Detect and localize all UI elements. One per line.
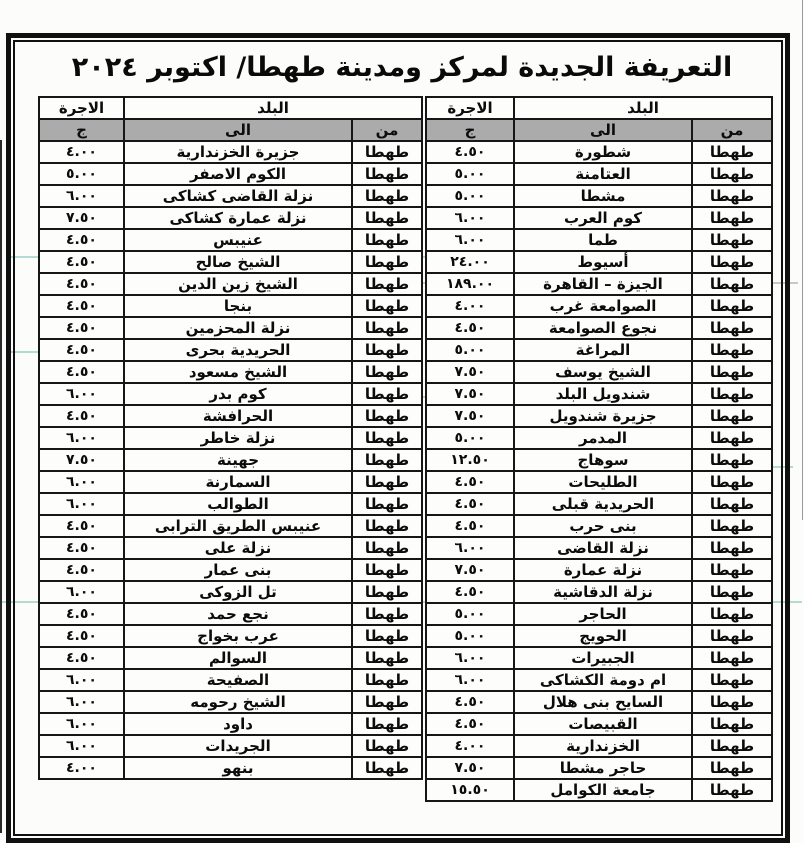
fare-table-row xyxy=(39,713,422,735)
fare-cell: ٤.٥٠ xyxy=(39,361,124,383)
fare-cell: ٤.٠٠ xyxy=(426,735,514,757)
fare-table-row xyxy=(426,713,772,735)
origin-cell: طهطا xyxy=(692,625,772,647)
fare-cell: ٤.٠٠ xyxy=(426,295,514,317)
fare-cell: ٤.٥٠ xyxy=(39,647,124,669)
destination-cell: الشيخ مسعود xyxy=(124,361,352,383)
fare-cell: ٦.٠٠ xyxy=(39,383,124,405)
fare-table-row xyxy=(426,471,772,493)
fare-cell: ٤.٥٠ xyxy=(39,229,124,251)
destination-cell: السمارنة xyxy=(124,471,352,493)
destination-cell: جامعة الكوامل xyxy=(514,779,692,801)
fare-cell: ٥.٠٠ xyxy=(39,163,124,185)
header-fare: الاجرة xyxy=(426,97,514,119)
origin-cell: طهطا xyxy=(692,207,772,229)
fare-table-row xyxy=(426,779,772,801)
destination-cell: نجوع الصوامعة xyxy=(514,317,692,339)
destination-cell: أسيوط xyxy=(514,251,692,273)
fare-cell: ١٨٩.٠٠ xyxy=(426,273,514,295)
fare-cell: ٦.٠٠ xyxy=(39,669,124,691)
fare-table-left xyxy=(38,96,423,780)
fare-cell: ٦.٠٠ xyxy=(39,713,124,735)
origin-cell: طهطا xyxy=(352,515,422,537)
fare-cell: ٤.٥٠ xyxy=(426,141,514,163)
origin-cell: طهطا xyxy=(692,735,772,757)
destination-cell: الحويج xyxy=(514,625,692,647)
fare-table-row xyxy=(426,515,772,537)
fare-table-row xyxy=(426,735,772,757)
origin-cell: طهطا xyxy=(692,141,772,163)
fare-table-row xyxy=(426,581,772,603)
origin-cell: طهطا xyxy=(692,669,772,691)
origin-cell: طهطا xyxy=(692,515,772,537)
fare-cell: ٤.٥٠ xyxy=(426,317,514,339)
fare-table-row xyxy=(39,361,422,383)
fare-table-row xyxy=(426,669,772,691)
fare-cell: ٥.٠٠ xyxy=(426,163,514,185)
fare-cell: ٤.٥٠ xyxy=(39,515,124,537)
origin-cell: طهطا xyxy=(692,757,772,779)
fare-cell: ١٢.٥٠ xyxy=(426,449,514,471)
fare-table-row xyxy=(39,757,422,779)
origin-cell: طهطا xyxy=(352,185,422,207)
fare-cell: ٧.٥٠ xyxy=(426,383,514,405)
origin-cell: طهطا xyxy=(352,603,422,625)
fare-cell: ٦.٠٠ xyxy=(426,647,514,669)
fare-cell: ٦.٠٠ xyxy=(426,207,514,229)
fare-table-row xyxy=(426,647,772,669)
header-from: من xyxy=(692,119,772,141)
destination-cell: نجع حمد xyxy=(124,603,352,625)
fare-cell: ٧.٥٠ xyxy=(426,405,514,427)
destination-cell: الطوالب xyxy=(124,493,352,515)
header-row-groups xyxy=(39,97,422,119)
destination-cell: الجريدات xyxy=(124,735,352,757)
destination-cell: شندويل البلد xyxy=(514,383,692,405)
fare-table-left-body xyxy=(39,141,422,779)
destination-cell: نزلة القاضى كشاكى xyxy=(124,185,352,207)
origin-cell: طهطا xyxy=(692,581,772,603)
fare-table-row xyxy=(426,603,772,625)
destination-cell: العتامنة xyxy=(514,163,692,185)
fare-cell: ٦.٠٠ xyxy=(39,471,124,493)
origin-cell: طهطا xyxy=(692,691,772,713)
fare-table-row xyxy=(426,405,772,427)
origin-cell: طهطا xyxy=(352,449,422,471)
origin-cell: طهطا xyxy=(692,647,772,669)
destination-cell: السايح بنى هلال xyxy=(514,691,692,713)
origin-cell: طهطا xyxy=(352,207,422,229)
header-currency: ج xyxy=(39,119,124,141)
header-country: البلد xyxy=(514,97,772,119)
scan-edge-line xyxy=(0,140,2,833)
fare-table-row xyxy=(426,537,772,559)
destination-cell: حاجر مشطا xyxy=(514,757,692,779)
origin-cell: طهطا xyxy=(692,295,772,317)
fare-cell: ٥.٠٠ xyxy=(426,339,514,361)
fare-cell: ٧.٥٠ xyxy=(39,449,124,471)
fare-table-row xyxy=(426,141,772,163)
origin-cell: طهطا xyxy=(692,427,772,449)
origin-cell: طهطا xyxy=(692,449,772,471)
fare-table-row xyxy=(39,207,422,229)
fare-table-row xyxy=(39,471,422,493)
fare-table-row xyxy=(39,405,422,427)
fare-cell: ٦.٠٠ xyxy=(39,691,124,713)
origin-cell: طهطا xyxy=(692,163,772,185)
fare-cell: ٤.٥٠ xyxy=(426,691,514,713)
origin-cell: طهطا xyxy=(692,317,772,339)
destination-cell: الحرافشة xyxy=(124,405,352,427)
destination-cell: الحاجر xyxy=(514,603,692,625)
fare-table-row xyxy=(39,515,422,537)
origin-cell: طهطا xyxy=(352,383,422,405)
destination-cell: داود xyxy=(124,713,352,735)
origin-cell: طهطا xyxy=(692,493,772,515)
fare-table-row xyxy=(39,647,422,669)
destination-cell: الطليحات xyxy=(514,471,692,493)
fare-cell: ٤.٥٠ xyxy=(426,471,514,493)
origin-cell: طهطا xyxy=(352,669,422,691)
fare-cell: ٢٤.٠٠ xyxy=(426,251,514,273)
destination-cell: تل الزوكى xyxy=(124,581,352,603)
fare-cell: ٧.٥٠ xyxy=(39,207,124,229)
fare-table-row xyxy=(426,559,772,581)
fare-cell: ٤.٥٠ xyxy=(39,317,124,339)
destination-cell: المدمر xyxy=(514,427,692,449)
origin-cell: طهطا xyxy=(352,713,422,735)
fare-table-row xyxy=(426,317,772,339)
fare-table-row xyxy=(426,185,772,207)
origin-cell: طهطا xyxy=(352,251,422,273)
fare-table-row xyxy=(426,691,772,713)
fare-table-row xyxy=(39,273,422,295)
fare-table-row xyxy=(426,251,772,273)
origin-cell: طهطا xyxy=(692,339,772,361)
fare-table-row xyxy=(426,383,772,405)
destination-cell: نزلة على xyxy=(124,537,352,559)
origin-cell: طهطا xyxy=(352,757,422,779)
destination-cell: المراغة xyxy=(514,339,692,361)
origin-cell: طهطا xyxy=(352,339,422,361)
fare-cell: ٦.٠٠ xyxy=(39,427,124,449)
fare-table-row xyxy=(426,295,772,317)
fare-cell: ٤.٥٠ xyxy=(39,559,124,581)
fare-cell: ٤.٥٠ xyxy=(426,581,514,603)
origin-cell: طهطا xyxy=(692,713,772,735)
fare-cell: ٤.٥٠ xyxy=(39,405,124,427)
fare-table-row xyxy=(426,273,772,295)
destination-cell: كوم بدر xyxy=(124,383,352,405)
origin-cell: طهطا xyxy=(692,559,772,581)
destination-cell: سوهاج xyxy=(514,449,692,471)
fare-cell: ٥.٠٠ xyxy=(426,603,514,625)
destination-cell: الصوامعة غرب xyxy=(514,295,692,317)
destination-cell: نزلة خاطر xyxy=(124,427,352,449)
fare-cell: ٦.٠٠ xyxy=(39,735,124,757)
fare-table-row xyxy=(39,141,422,163)
fare-table-row xyxy=(39,493,422,515)
origin-cell: طهطا xyxy=(352,295,422,317)
fare-cell: ٤.٥٠ xyxy=(39,339,124,361)
fare-cell: ٦.٠٠ xyxy=(426,537,514,559)
destination-cell: عنيبس الطريق الترابى xyxy=(124,515,352,537)
destination-cell: الشيخ صالح xyxy=(124,251,352,273)
fare-table-row xyxy=(39,229,422,251)
destination-cell: الشيخ زين الدين xyxy=(124,273,352,295)
fare-cell: ٤.٠٠ xyxy=(39,141,124,163)
fare-cell: ١٥.٥٠ xyxy=(426,779,514,801)
fare-table-right-body xyxy=(426,141,772,801)
fare-table-row xyxy=(39,691,422,713)
origin-cell: طهطا xyxy=(692,273,772,295)
fare-cell: ٤.٥٠ xyxy=(39,537,124,559)
header-country: البلد xyxy=(124,97,422,119)
scan-edge-line xyxy=(802,0,803,520)
fare-cell: ٧.٥٠ xyxy=(426,559,514,581)
fare-cell: ٤.٥٠ xyxy=(39,295,124,317)
fare-table-row xyxy=(39,339,422,361)
destination-cell: جهينة xyxy=(124,449,352,471)
destination-cell: جزيرة الخزندارية xyxy=(124,141,352,163)
destination-cell: عنيبس xyxy=(124,229,352,251)
destination-cell: الشيخ يوسف xyxy=(514,361,692,383)
header-row-columns xyxy=(39,119,422,141)
destination-cell: نزلة القاضى xyxy=(514,537,692,559)
fare-cell: ٦.٠٠ xyxy=(426,229,514,251)
destination-cell: عرب بخواج xyxy=(124,625,352,647)
origin-cell: طهطا xyxy=(352,471,422,493)
fare-cell: ٦.٠٠ xyxy=(39,493,124,515)
fare-cell: ٤.٥٠ xyxy=(426,493,514,515)
fare-table-row xyxy=(426,339,772,361)
origin-cell: طهطا xyxy=(352,735,422,757)
fare-cell: ٥.٠٠ xyxy=(426,185,514,207)
destination-cell: الكوم الاصفر xyxy=(124,163,352,185)
fare-cell: ٤.٠٠ xyxy=(39,757,124,779)
origin-cell: طهطا xyxy=(352,163,422,185)
destination-cell: شطورة xyxy=(514,141,692,163)
header-to: الى xyxy=(124,119,352,141)
header-row-groups xyxy=(426,97,772,119)
destination-cell: بنى عمار xyxy=(124,559,352,581)
origin-cell: طهطا xyxy=(692,185,772,207)
fare-cell: ٧.٥٠ xyxy=(426,361,514,383)
header-from: من xyxy=(352,119,422,141)
origin-cell: طهطا xyxy=(352,229,422,251)
origin-cell: طهطا xyxy=(692,537,772,559)
fare-cell: ٤.٥٠ xyxy=(39,625,124,647)
fare-cell: ٤.٥٠ xyxy=(39,251,124,273)
fare-table-row xyxy=(39,625,422,647)
fare-table-row xyxy=(39,185,422,207)
destination-cell: نزلة عمارة xyxy=(514,559,692,581)
origin-cell: طهطا xyxy=(352,273,422,295)
destination-cell: القبيصات xyxy=(514,713,692,735)
fare-table-row xyxy=(426,163,772,185)
origin-cell: طهطا xyxy=(352,647,422,669)
origin-cell: طهطا xyxy=(692,229,772,251)
fare-cell: ٤.٥٠ xyxy=(426,713,514,735)
fare-cell: ٦.٠٠ xyxy=(39,581,124,603)
destination-cell: الحريدية بحرى xyxy=(124,339,352,361)
fare-table-row xyxy=(39,735,422,757)
origin-cell: طهطا xyxy=(692,779,772,801)
fare-table-row xyxy=(39,383,422,405)
fare-cell: ٧.٥٠ xyxy=(426,757,514,779)
fare-cell: ٦.٠٠ xyxy=(39,185,124,207)
destination-cell: طما xyxy=(514,229,692,251)
destination-cell: نزلة عمارة كشاكى xyxy=(124,207,352,229)
fare-cell: ٦.٠٠ xyxy=(426,669,514,691)
fare-table-row xyxy=(39,559,422,581)
fare-table-row xyxy=(39,669,422,691)
origin-cell: طهطا xyxy=(692,383,772,405)
fare-cell: ٤.٥٠ xyxy=(39,603,124,625)
destination-cell: مشطا xyxy=(514,185,692,207)
destination-cell: نزلة المحزمين xyxy=(124,317,352,339)
origin-cell: طهطا xyxy=(352,625,422,647)
origin-cell: طهطا xyxy=(692,251,772,273)
destination-cell: السوالم xyxy=(124,647,352,669)
fare-table-row xyxy=(39,449,422,471)
fare-table-row xyxy=(426,207,772,229)
destination-cell: الجيزة – القاهرة xyxy=(514,273,692,295)
origin-cell: طهطا xyxy=(692,361,772,383)
origin-cell: طهطا xyxy=(692,471,772,493)
fare-cell: ٤.٥٠ xyxy=(426,515,514,537)
fare-cell: ٥.٠٠ xyxy=(426,625,514,647)
destination-cell: الصفيحة xyxy=(124,669,352,691)
origin-cell: طهطا xyxy=(352,317,422,339)
destination-cell: بنهو xyxy=(124,757,352,779)
destination-cell: جزيرة شندويل xyxy=(514,405,692,427)
origin-cell: طهطا xyxy=(692,405,772,427)
destination-cell: الجبيرات xyxy=(514,647,692,669)
origin-cell: طهطا xyxy=(692,603,772,625)
origin-cell: طهطا xyxy=(352,493,422,515)
origin-cell: طهطا xyxy=(352,537,422,559)
origin-cell: طهطا xyxy=(352,581,422,603)
origin-cell: طهطا xyxy=(352,361,422,383)
destination-cell: بنجا xyxy=(124,295,352,317)
destination-cell: كوم العرب xyxy=(514,207,692,229)
header-fare: الاجرة xyxy=(39,97,124,119)
destination-cell: بنى حرب xyxy=(514,515,692,537)
fare-table-row xyxy=(426,229,772,251)
fare-table-row xyxy=(39,603,422,625)
fare-table-row xyxy=(426,361,772,383)
origin-cell: طهطا xyxy=(352,427,422,449)
destination-cell: الشيخ رحومه xyxy=(124,691,352,713)
fare-table-row xyxy=(39,537,422,559)
destination-cell: الحريدية قبلى xyxy=(514,493,692,515)
page-title: التعريفة الجديدة لمركز ومدينة طهطا/ اكتوبر ٢٠٢٤ xyxy=(71,52,733,83)
fare-table-row xyxy=(426,493,772,515)
fare-table-row xyxy=(39,427,422,449)
fare-table-row xyxy=(426,449,772,471)
fare-cell: ٤.٥٠ xyxy=(39,273,124,295)
destination-cell: الخزندارية xyxy=(514,735,692,757)
fare-table-row xyxy=(39,581,422,603)
fare-table-row xyxy=(39,317,422,339)
fare-table-row xyxy=(426,625,772,647)
destination-cell: ام دومة الكشاكى xyxy=(514,669,692,691)
header-currency: ج xyxy=(426,119,514,141)
fare-table-right xyxy=(425,96,773,802)
fare-table-row xyxy=(39,295,422,317)
origin-cell: طهطا xyxy=(352,405,422,427)
fare-table-row xyxy=(426,757,772,779)
destination-cell: نزلة الدقاشية xyxy=(514,581,692,603)
origin-cell: طهطا xyxy=(352,559,422,581)
header-row-columns xyxy=(426,119,772,141)
fare-table-row xyxy=(39,163,422,185)
fare-table-row xyxy=(39,251,422,273)
header-to: الى xyxy=(514,119,692,141)
origin-cell: طهطا xyxy=(352,691,422,713)
origin-cell: طهطا xyxy=(352,141,422,163)
fare-table-row xyxy=(426,427,772,449)
fare-cell: ٥.٠٠ xyxy=(426,427,514,449)
